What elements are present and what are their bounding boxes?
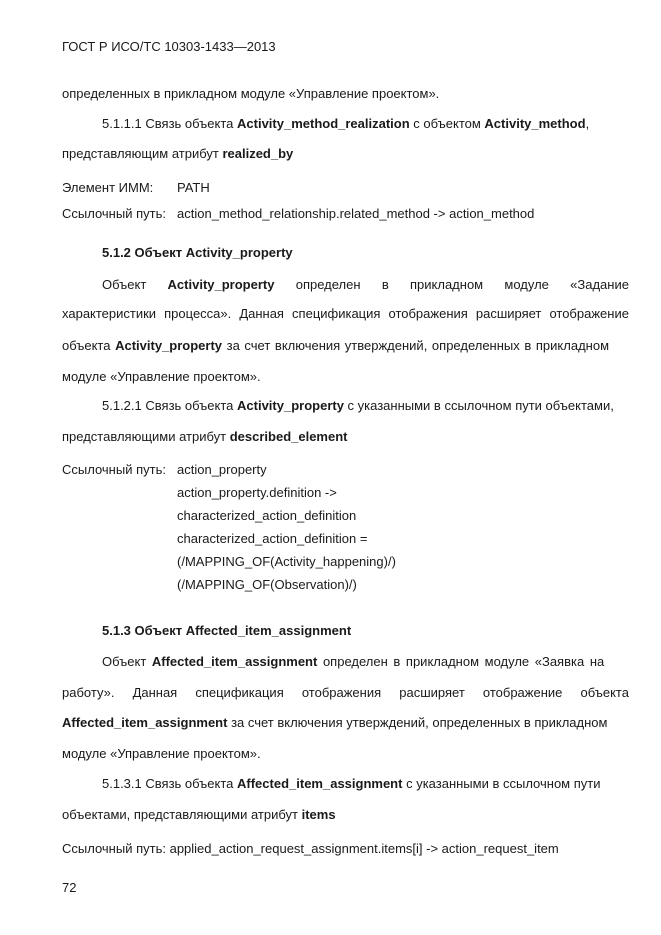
paragraph-line <box>62 685 629 701</box>
word: отображение <box>482 685 563 700</box>
word: прикладном <box>410 277 484 292</box>
text: объектами, представляющими атрибут <box>62 807 302 822</box>
paragraph-line <box>102 654 604 670</box>
entity-name: Activity_property <box>115 338 223 353</box>
text: Объект <box>130 245 186 260</box>
reference-path-line: action_property.definition -> <box>177 485 337 500</box>
word: спецификация <box>292 306 381 321</box>
text: Связь объекта <box>145 116 238 131</box>
text: , <box>585 116 590 131</box>
text: представляющим атрибут <box>62 146 223 161</box>
word: «Задание <box>570 277 629 292</box>
subsection-number: 5.1.1.1 <box>102 116 142 131</box>
word: Данная <box>239 306 284 321</box>
attribute-name: realized_by <box>222 146 294 161</box>
reference-path-label: Ссылочный путь: <box>62 841 166 856</box>
subsection-5-1-2-1-line2 <box>62 429 348 445</box>
word: объекта <box>580 685 629 700</box>
document-header: ГОСТ Р ИСО/ТС 10303-1433—2013 <box>62 39 276 54</box>
reference-path <box>62 841 559 857</box>
text: Объект <box>130 623 186 638</box>
subsection-number: 5.1.3.1 <box>102 776 142 791</box>
text: Объект <box>102 654 152 669</box>
word: спецификация <box>195 685 284 700</box>
entity-name: Affected_item_assignment <box>185 623 352 638</box>
text: определен в прикладном модуле «Заявка на <box>317 654 605 669</box>
text: за счет включения утверждений, определенных в прикладном <box>227 715 608 730</box>
entity-name: Affected_item_assignment <box>62 715 228 730</box>
word: Данная <box>132 685 178 700</box>
paragraph-line <box>62 715 607 731</box>
entity-name: Affected_item_assignment <box>151 654 318 669</box>
text: Связь объекта <box>145 776 238 791</box>
attribute-name: described_element <box>229 429 348 444</box>
entity-name: Activity_property <box>237 398 344 413</box>
subsection-5-1-3-1-line2 <box>62 807 336 823</box>
text: с указанными в ссылочном пути объектами, <box>343 398 614 413</box>
word: отображения <box>388 306 468 321</box>
word: Объект <box>102 277 147 292</box>
section-5-1-2-heading <box>102 245 293 261</box>
entity-name: Activity_property <box>185 245 293 260</box>
text: с указанными в ссылочном пути <box>402 776 601 791</box>
page-number: 72 <box>62 880 77 895</box>
entity-name: Activity_method <box>484 116 586 131</box>
section-number: 5.1.2 <box>102 245 131 260</box>
reference-path-value: action_method_relationship.related_method -> action_method <box>177 206 535 221</box>
paragraph-line <box>102 277 629 293</box>
section-5-1-3-heading <box>102 623 351 639</box>
entity-name: Affected_item_assignment <box>237 776 403 791</box>
reference-path-line: characterized_action_definition = <box>177 531 368 546</box>
paragraph-line: модуле «Управление проектом». <box>62 369 261 384</box>
reference-path-value: applied_action_request_assignment.items[i] -> action_request_item <box>169 841 559 856</box>
word: расширяет <box>399 685 465 700</box>
reference-path-label: Ссылочный путь: <box>62 206 166 221</box>
paragraph-continuation: определенных в прикладном модуле «Управление проектом». <box>62 86 440 101</box>
word: характеристики <box>62 306 157 321</box>
text: объекта <box>62 338 116 353</box>
entity-name: Activity_method_realization <box>237 116 410 131</box>
reference-path-line: characterized_action_definition <box>177 508 357 523</box>
subsection-number: 5.1.2.1 <box>102 398 142 413</box>
word: определен <box>295 277 361 292</box>
subsection-5-1-3-1-heading <box>102 776 600 792</box>
reference-path-line: action_property <box>177 462 267 477</box>
word: отображение <box>549 306 629 321</box>
subsection-5-1-1-1-heading <box>102 116 589 132</box>
reference-path-label: Ссылочный путь: <box>62 462 166 477</box>
word: процесса». <box>164 306 232 321</box>
text: представляющими атрибут <box>62 429 230 444</box>
paragraph-line: модуле «Управление проектом». <box>62 746 261 761</box>
text: Связь объекта <box>145 398 238 413</box>
text: за счет включения утверждений, определенных в прикладном <box>222 338 610 353</box>
reference-path-line: (/MAPPING_OF(Observation)/) <box>177 577 357 592</box>
entity-name: Activity_property <box>167 277 275 292</box>
subsection-5-1-1-1-line2 <box>62 146 293 162</box>
attribute-name: items <box>301 807 336 822</box>
text: с объектом <box>409 116 485 131</box>
subsection-5-1-2-1-heading <box>102 398 614 414</box>
word: отображения <box>301 685 382 700</box>
paragraph-line <box>62 306 629 322</box>
word: расширяет <box>475 306 542 321</box>
word: модуле <box>504 277 549 292</box>
section-number: 5.1.3 <box>102 623 131 638</box>
word: в <box>381 277 389 292</box>
reference-path-line: (/MAPPING_OF(Activity_happening)/) <box>177 554 396 569</box>
word: работу». <box>62 685 115 700</box>
paragraph-line <box>62 338 609 354</box>
imm-element-value: PATH <box>177 180 210 195</box>
imm-element-label: Элемент ИММ: <box>62 180 154 195</box>
